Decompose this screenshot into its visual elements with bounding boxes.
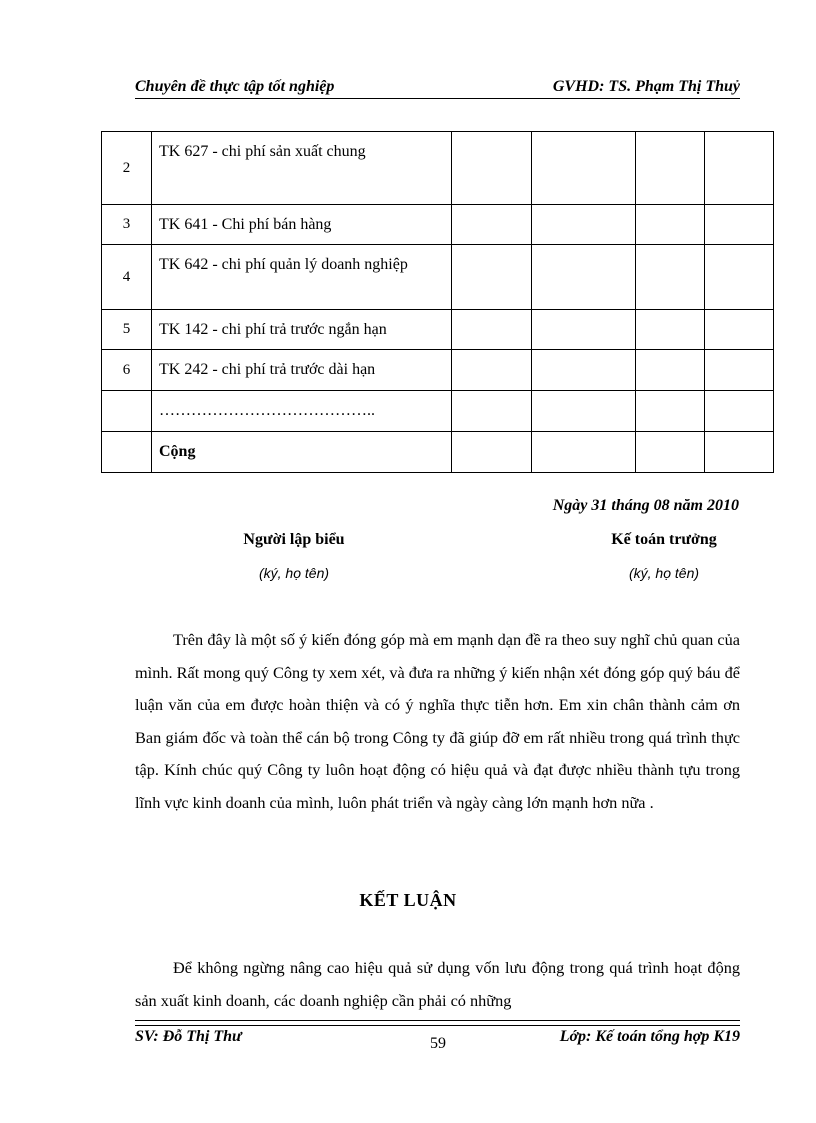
table-row <box>102 132 774 205</box>
table-row <box>102 205 774 245</box>
row-number: 2 <box>102 132 152 205</box>
table-row-total <box>102 432 774 473</box>
preparer-title: Người lập biểu <box>243 531 345 548</box>
closing-paragraph: Trên đây là một số ý kiến đóng góp mà em mạnh dạn đề ra theo suy nghĩ chủ quan của mình. Rất mong quý Công ty xem xét, và đưa ra những ý kiến nhận xét đóng góp quý báu để luận văn của em được hoàn thiện và có ý nghĩa thực tiễn hơn. Em xin chân thành cảm ơn Ban giám đốc và toàn thể cán bộ trong Công ty đã giúp đỡ em rất nhiều trong quá trình thực tập. Kính chúc quý Công ty luôn hoạt động có hiệu quả và đạt được nhiều thành tựu trong lĩnh vực kinh doanh của mình, luôn phát triển và ngày càng lớn mạnh hơn nữa . <box>135 630 740 812</box>
page-footer <box>135 1028 740 1058</box>
signature-preparer <box>184 531 404 581</box>
row-number: 5 <box>102 310 152 350</box>
conclusion-heading: KẾT LUẬN <box>359 890 457 910</box>
footer-class: Lớp: Kế toán tổng hợp K19 <box>559 1028 740 1045</box>
header-left-text: Chuyên đề thực tập tốt nghiệp <box>135 78 335 95</box>
table-row <box>102 310 774 350</box>
page-header <box>135 76 740 99</box>
conclusion-paragraph: Để không ngừng nâng cao hiệu quả sử dụng vốn lưu động trong quá trình hoạt động sản xuất kinh doanh, các doanh nghiệp cần phải có những <box>135 958 740 1010</box>
chief-accountant-title: Kế toán trưởng <box>611 531 717 548</box>
expense-table <box>101 131 774 473</box>
footer-student: SV: Đỗ Thị Thư <box>135 1028 242 1045</box>
footer-divider <box>135 1020 740 1026</box>
header-right-text: GVHD: TS. Phạm Thị Thuỷ <box>552 78 740 95</box>
row-number: 4 <box>102 245 152 310</box>
row-description: TK 641 - Chi phí bán hàng <box>152 205 452 245</box>
table-row <box>102 391 774 432</box>
row-number: 3 <box>102 205 152 245</box>
signature-chief-accountant <box>554 531 774 581</box>
row-description: TK 642 - chi phí quản lý doanh nghiệp <box>152 245 452 310</box>
table-row <box>102 245 774 310</box>
row-description: ………………………………….. <box>152 391 452 432</box>
date-line: Ngày 31 tháng 08 năm 2010 <box>552 497 739 514</box>
page-number: 59 <box>430 1035 446 1052</box>
row-description: TK 142 - chi phí trả trước ngắn hạn <box>152 310 452 350</box>
table-row <box>102 350 774 391</box>
row-number <box>102 432 152 473</box>
preparer-sign-note: (ký, họ tên) <box>258 565 330 581</box>
row-number <box>102 391 152 432</box>
row-number: 6 <box>102 350 152 391</box>
row-description: TK 627 - chi phí sản xuất chung <box>152 132 452 205</box>
chief-accountant-sign-note: (ký, họ tên) <box>628 565 700 581</box>
row-description: TK 242 - chi phí trả trước dài hạn <box>152 350 452 391</box>
total-label: Cộng <box>152 432 452 473</box>
